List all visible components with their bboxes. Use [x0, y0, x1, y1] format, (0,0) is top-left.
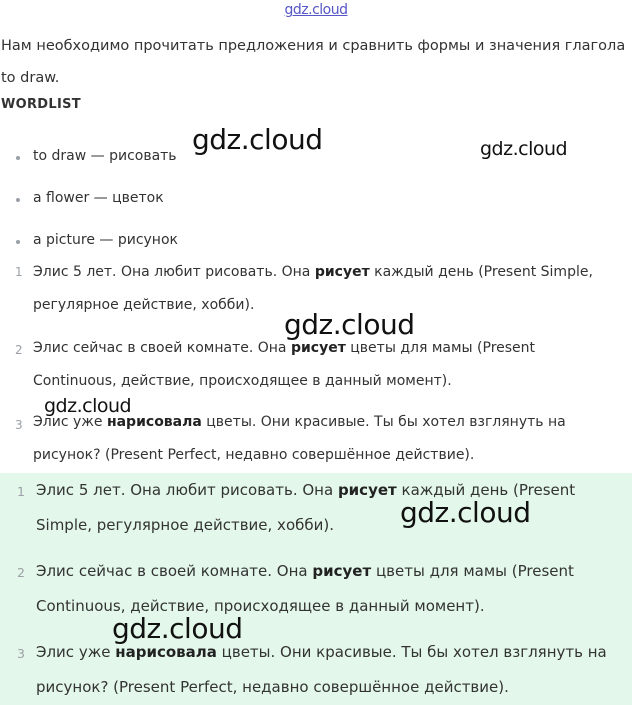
highlighted-sentence-1: Элис 5 лет. Она любит рисовать. Она рисует каждый день (Present Simple, регулярное действие, хобби).: [36, 481, 576, 534]
watermark: gdz.cloud: [112, 612, 243, 645]
site-logo[interactable]: gdz.cloud: [284, 2, 348, 18]
verb-form: рисует: [314, 264, 370, 280]
sentence-number: 3: [15, 418, 23, 432]
wordlist-item: a flower — цветок: [33, 190, 164, 206]
highlighted-sentence-2: Элис сейчас в своей комнате. Она рисует цветы для мамы (Present Continuous, действие, происходящее в данный момент).: [36, 562, 574, 615]
sentence-number: 2: [15, 343, 23, 357]
wordlist-item: a picture — рисунок: [33, 232, 178, 248]
bullet-icon: [16, 156, 20, 160]
watermark: gdz.cloud: [284, 308, 415, 341]
wordlist-item: to draw — рисовать: [33, 148, 177, 164]
intro-text: Нам необходимо прочитать предложения и сравнить формы и значения глагола to draw.: [1, 38, 626, 86]
watermark: gdz.cloud: [400, 496, 531, 529]
watermark: gdz.cloud: [192, 123, 323, 156]
wordlist-title: WORDLIST: [1, 97, 81, 112]
sentence-3: Элис уже нарисовала цветы. Они красивые. Ты бы хотел взглянуть на рисунок? (Present Perfect, недавно совершённое действие).: [33, 414, 566, 463]
sentence-number: 3: [17, 646, 25, 661]
sentence-number: 2: [17, 565, 25, 580]
verb-form: рисует: [337, 481, 397, 499]
bullet-icon: [16, 198, 20, 202]
watermark: gdz.cloud: [44, 395, 132, 417]
highlight-block: [0, 473, 632, 705]
verb-form: рисует: [312, 562, 372, 580]
verb-form: нарисовала: [106, 414, 202, 430]
sentence-2: Элис сейчас в своей комнате. Она рисует цветы для мамы (Present Continuous, действие, происходящее в данный момент).: [33, 340, 536, 389]
highlighted-sentence-3: Элис уже нарисовала цветы. Они красивые. Ты бы хотел взглянуть на рисунок? (Present Perfect, недавно совершённое действие).: [36, 643, 607, 696]
sentence-1: Элис 5 лет. Она любит рисовать. Она рисует каждый день (Present Simple, регулярное действие, хобби).: [33, 264, 593, 313]
bullet-icon: [16, 240, 20, 244]
verb-form: нарисовала: [115, 643, 217, 661]
verb-form: рисует: [290, 340, 346, 356]
watermark: gdz.cloud: [480, 138, 568, 160]
sentence-number: 1: [15, 265, 23, 279]
sentence-number: 1: [17, 484, 25, 499]
